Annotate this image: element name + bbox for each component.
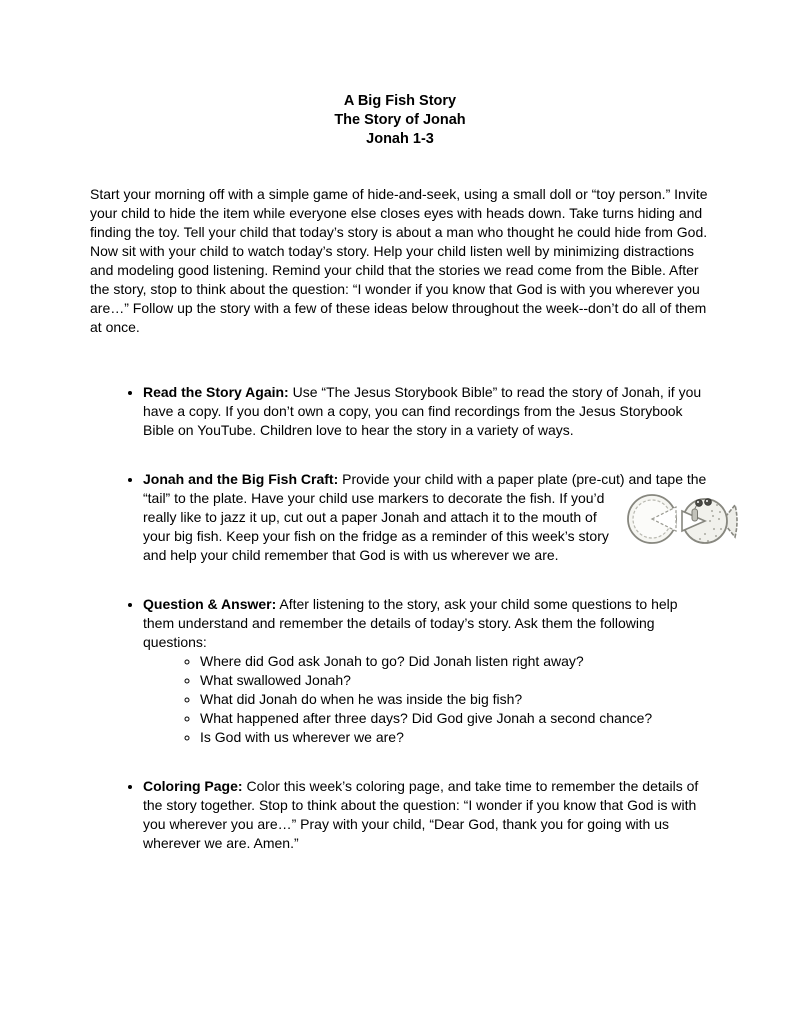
bullet-text-start: Provide your child with a paper plate (pre-cut) and	[338, 471, 652, 487]
questions-list	[143, 652, 712, 747]
title-line-3: Jonah 1-3	[366, 131, 434, 147]
intro-paragraph: Start your morning off with a simple game of hide-and-seek, using a small doll or “toy person.” Invite your child to hide the item while everyone else closes eyes with heads down. Take turns hiding and finding the toy. Tell your child that today’s story is about a man who thought he could hide from God. Now sit with your child to watch today’s story. Help your child listen well by minimizing distractions and modeling good listening. Remind your child that the stories we read come from the Bible. After the story, stop to think about the question: “I wonder if you know that God is with you wherever you are…” Follow up the story with a few of these ideas below throughout the week--don’t do all of them at once.	[90, 186, 708, 335]
bullet-label: Question & Answer:	[143, 596, 277, 612]
question-item: ◦ What did Jonah do when he was inside the big fish?	[200, 690, 712, 709]
list-item-coloring-page	[143, 777, 712, 853]
bullet-text: Color this week’s coloring page, and take time to remember the details of the story together. Stop to think about the question: “I wonder if you know that God is with you wherever you are…” Pray with your child, “Dear God, thank you for going with us wherever we are. Amen.”	[143, 778, 699, 851]
title-line-2: The Story of Jonah	[334, 112, 466, 128]
bullet-text: Use “The Jesus Storybook Bible” to read the story of Jonah, if you have a copy. If you don’t own a copy, you can find recordings from the Jesus Storybook Bible on YouTube. Children love to hear the story in a variety of ways.	[143, 384, 702, 438]
list-item-question-answer	[143, 595, 712, 747]
document-title	[0, 92, 800, 149]
question-item: ◦ Is God with us wherever we are?	[200, 728, 712, 747]
fish-craft-icon	[626, 489, 738, 545]
question-item: ◦ What swallowed Jonah?	[200, 671, 712, 690]
activities-list	[90, 383, 712, 853]
document-body	[90, 185, 712, 853]
paper-plate-fish-craft-image	[626, 489, 738, 545]
list-item-read-story	[143, 383, 712, 440]
list-item-fish-craft	[143, 470, 712, 565]
bullet-text: After listening to the story, ask your child some questions to help them understand and remember the details of today’s story. Ask them the following questions:	[143, 596, 678, 650]
bullet-label: Jonah and the Big Fish Craft:	[143, 471, 339, 487]
bullet-label: Read the Story Again:	[143, 384, 289, 400]
bullet-text-end: tape the “tail” to the plate. Have your child use markers to decorate the fish. If you’d really like to jazz it up, cut out a paper Jonah and attach it to the mouth of your big fish. Keep your fish on the fridge as a reminder of this week’s story and help your child remember that God is with us wherever we are.	[143, 471, 707, 563]
question-item: ◦ What happened after three days? Did God give Jonah a second chance?	[200, 709, 712, 728]
bullet-label: Coloring Page:	[143, 778, 243, 794]
title-line-1: A Big Fish Story	[343, 93, 457, 109]
question-item: ◦ Where did God ask Jonah to go? Did Jonah listen right away?	[200, 652, 712, 671]
